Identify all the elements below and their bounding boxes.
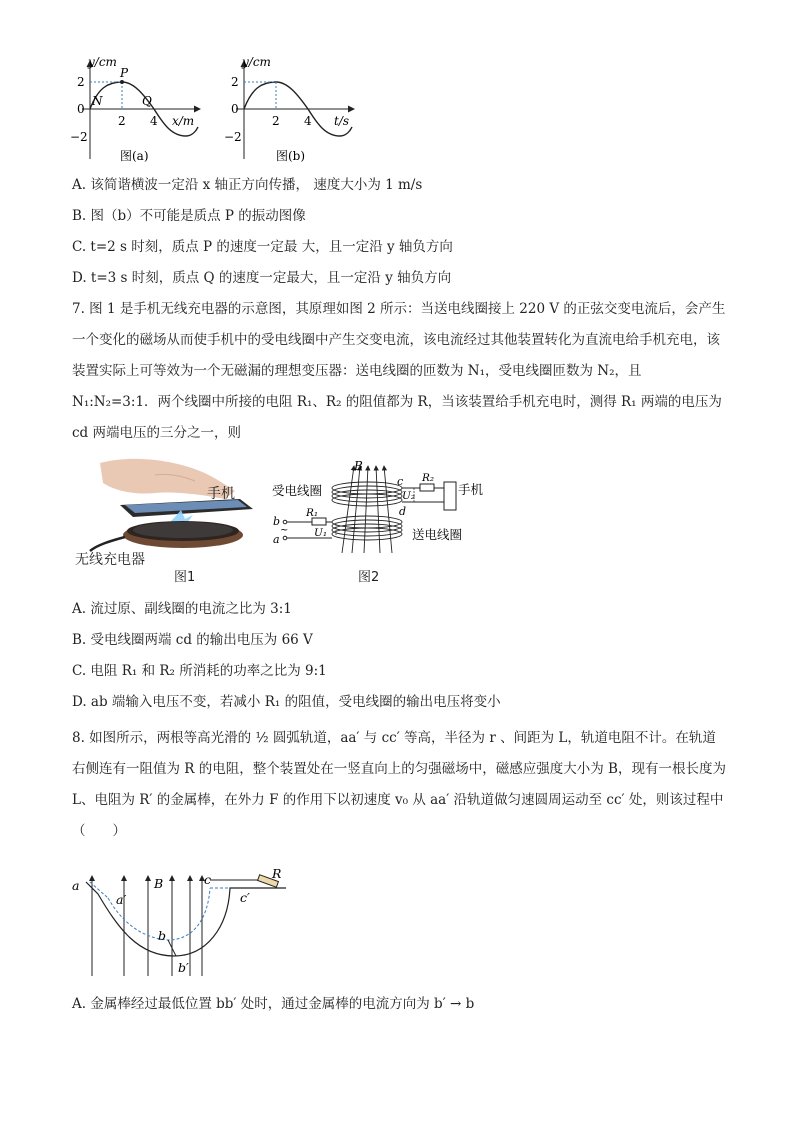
wave-graph-b [226,55,366,170]
svg-text:b: b [273,515,281,528]
svg-text:4: 4 [304,114,312,128]
q7-option-c: C. 电阻 R₁ 和 R₂ 所消耗的功率之比为 9:1 [72,663,327,679]
q6-option-a: A. 该简谐横波一定沿 x 轴正方向传播， 速度大小为 1 m/s [72,177,423,193]
q7-stem: 7. 图 1 是手机无线充电器的示意图，其原理如图 2 所示：当送电线圈接上 220 V 的正弦交变电流后，会产生一个变化的磁场从而使手机中的受电线圈中产生交变电流，该电流经过其他装置转化为直流电给手机充电，该装置实际上可等效为一个无磁漏的理想变压器：送电线圈的匝数为 N₁，受电线圈匝数为 N₂，且 N₁:N₂=3:1．两个线圈中所接的电阻 R₁、R₂ 的阻值都为 R，当该装置给手机充电时，测得 R₁ 两端的电压为 cd 两端电压的三分之一，则 [72,301,726,441]
q6-option-b: B. 图（b）不可能是质点 P 的振动图像 [72,208,306,224]
point-Q: Q [142,94,152,108]
caption-a: 图(a) [120,149,149,163]
point-P: P [120,66,129,80]
svg-text:c′: c′ [240,890,250,905]
svg-text:R₂: R₂ [422,472,435,484]
fig2-caption: 图2 [358,570,380,585]
phone-label: 手机 [458,482,484,497]
svg-text:y/cm: y/cm [242,55,271,69]
svg-text:b′: b′ [178,960,189,975]
svg-text:c: c [397,475,404,488]
q7-option-d: D. ab 端输入电压不变，若减小 R₁ 的阻值，受电线圈的输出电压将变小 [72,694,501,710]
svg-text:R₁: R₁ [306,507,319,519]
svg-text:B: B [154,876,164,891]
svg-text:2: 2 [272,114,280,128]
x-axis-label: x/m [172,114,195,128]
svg-text:c: c [204,872,212,887]
svg-text:0: 0 [231,102,239,116]
svg-text:4: 4 [150,114,158,128]
svg-text:2: 2 [77,75,85,89]
fig1-charger-label: 无线充电器 [75,552,145,568]
svg-text:2: 2 [231,75,239,89]
svg-text:t/s: t/s [334,114,350,128]
y-axis-label: y/cm [88,55,117,69]
svg-text:2: 2 [118,114,126,128]
caption-b: 图(b) [276,149,306,163]
svg-text:U₁: U₁ [314,527,328,539]
send-coil-label: 送电线圈 [412,527,463,542]
coil-diagram [272,458,492,563]
svg-text:−2: −2 [70,130,88,144]
svg-text:~: ~ [280,525,289,536]
q7-option-a: A. 流过原、副线圈的电流之比为 3:1 [72,601,292,617]
svg-text:U₂: U₂ [402,490,416,502]
fig1-phone-label: 手机 [207,486,235,502]
svg-text:a: a [273,533,280,546]
svg-text:R: R [272,866,282,881]
svg-text:0: 0 [77,102,85,116]
svg-text:−2: −2 [224,130,242,144]
svg-text:a: a [72,878,80,893]
receive-coil-label: 受电线圈 [272,483,323,498]
q6-option-c: C. t=2 s 时刻，质点 P 的速度一定最 大，且一定沿 y 轴负方向 [72,239,453,255]
fig1-caption: 图1 [174,570,196,585]
svg-text:a′: a′ [116,892,127,907]
q8-option-a: A. 金属棒经过最低位置 bb′ 处时，通过金属棒的电流方向为 b′ → b [72,996,475,1012]
rail-diagram [68,868,298,980]
svg-text:B: B [354,459,363,473]
q8-stem: 8. 如图所示，两根等高光滑的 ½ 圆弧轨道，aa′ 与 cc′ 等高，半径为 r 、间距为 L，轨道电阻不计。在轨道右侧连有一阻值为 R 的电阻，整个装置处在一竖直向上的匀强磁场中，磁感应强度大小为 B，现有一根长度为 L、电阻为 R′ 的金属棒，在外力 F 的作用下以初速度 v₀ 从 aa′ 沿轨道做匀速圆周运动至 cc′ 处，则该过程中（ ） [72,730,726,839]
svg-text:d: d [399,505,407,518]
svg-text:b: b [158,928,167,943]
wave-graph-a [72,55,212,170]
point-N: N [92,94,103,108]
q6-option-d: D. t=3 s 时刻，质点 Q 的速度一定最大，且一定沿 y 轴负方向 [72,270,452,286]
q7-option-b: B. 受电线圈两端 cd 的输出电压为 66 V [72,632,313,648]
